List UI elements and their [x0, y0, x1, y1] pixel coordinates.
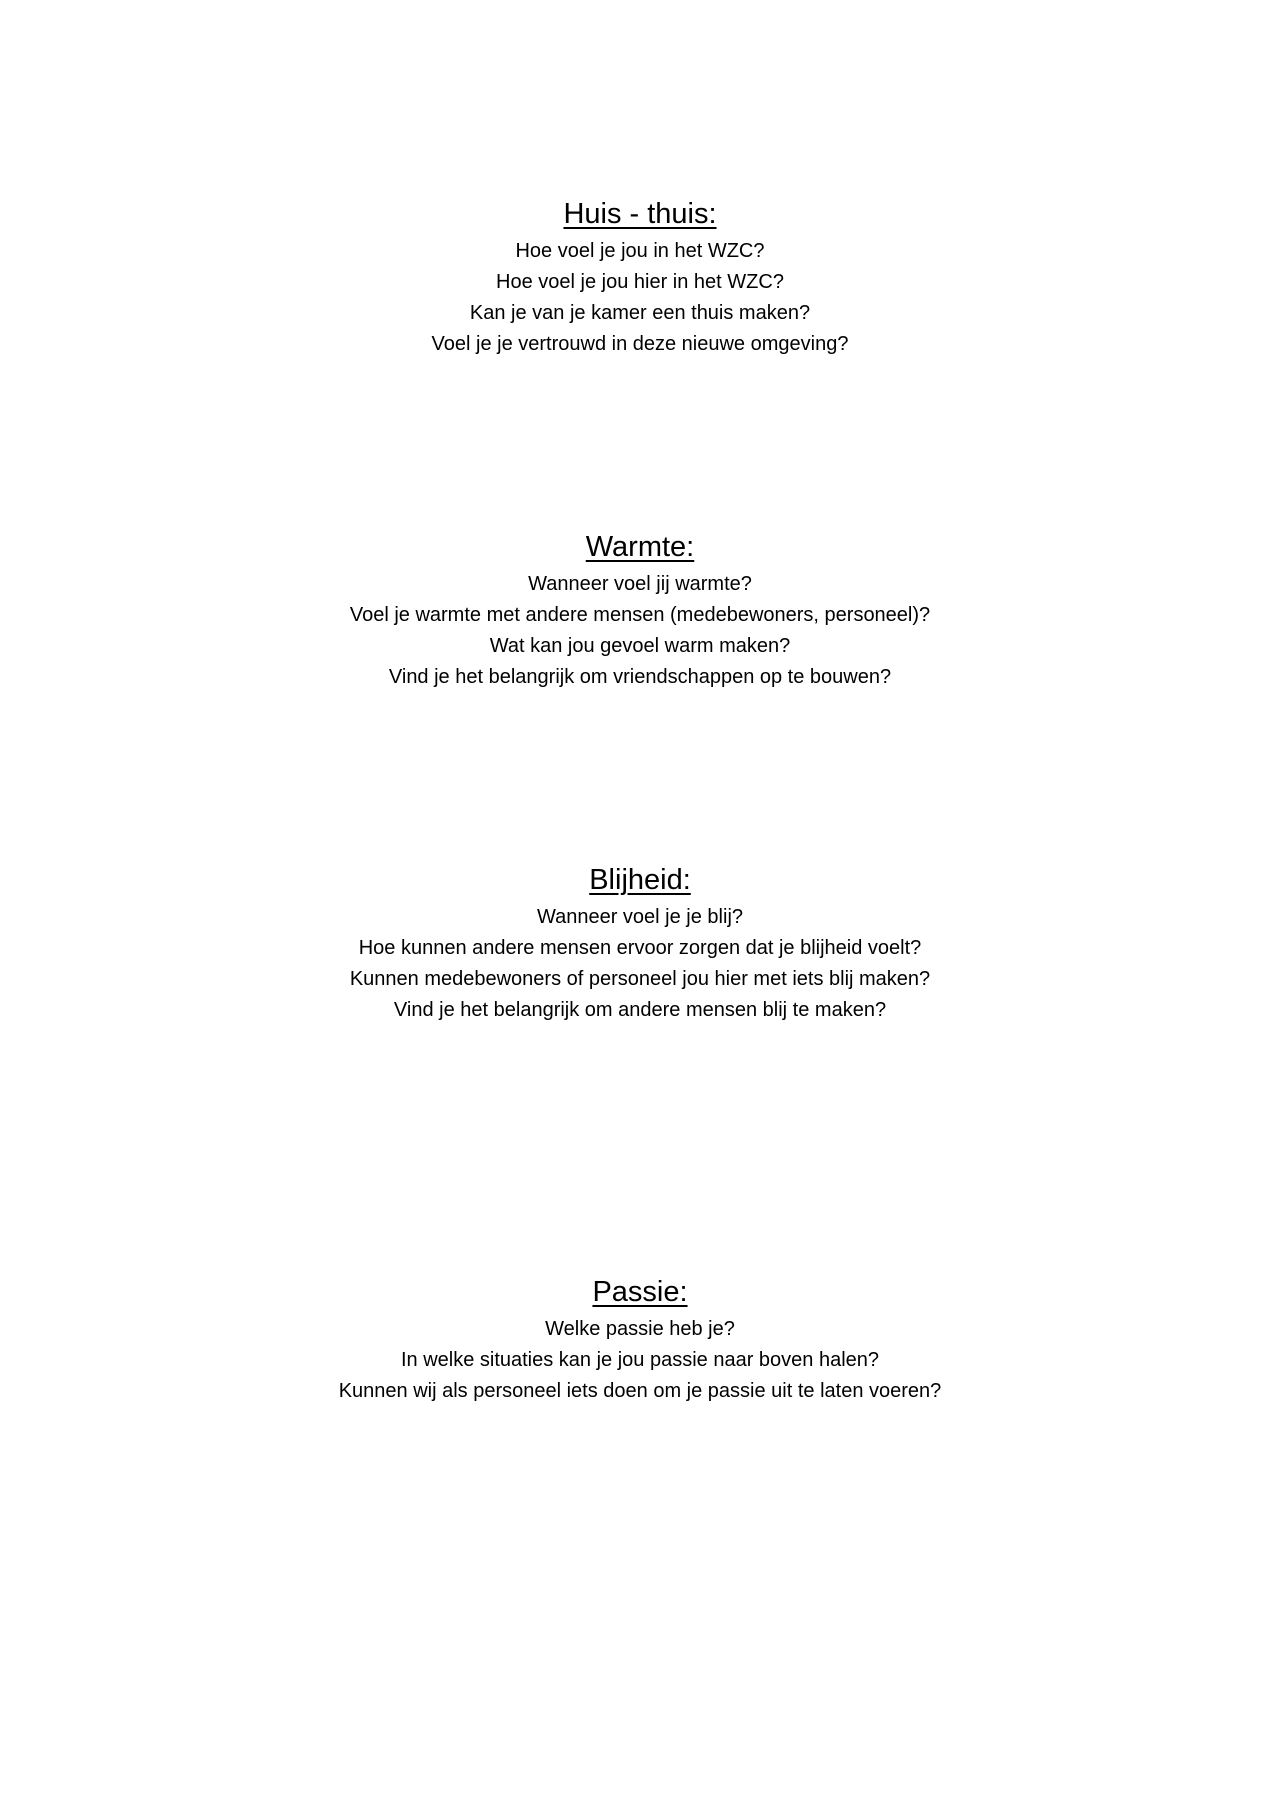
question: Wat kan jou gevoel warm maken?	[489, 635, 791, 657]
question: Kan je van je kamer een thuis maken?	[469, 302, 811, 324]
question: Wanneer voel je je blij?	[536, 906, 744, 928]
question: Voel je je vertrouwd in deze nieuwe omgeving?	[431, 333, 849, 355]
question: Welke passie heb je?	[545, 1318, 735, 1340]
section-heading: Huis - thuis:	[563, 198, 717, 230]
section-warmte	[0, 529, 1280, 693]
section-heading: Warmte:	[585, 531, 695, 563]
section-heading: Passie:	[592, 1276, 688, 1308]
question: Kunnen wij als personeel iets doen om je passie uit te laten voeren?	[338, 1380, 942, 1402]
question: Kunnen medebewoners of personeel jou hier met iets blij maken?	[349, 968, 931, 990]
question: Hoe voel je jou hier in het WZC?	[496, 271, 784, 293]
section-passie	[0, 1274, 1280, 1407]
section-heading: Blijheid:	[589, 864, 691, 896]
question: Wanneer voel jij warmte?	[528, 573, 752, 595]
section-huis-thuis	[0, 196, 1280, 360]
question: Voel je warmte met andere mensen (medebewoners, personeel)?	[349, 604, 931, 626]
question: Vind je het belangrijk om vriendschappen op te bouwen?	[388, 666, 892, 688]
question: In welke situaties kan je jou passie naar boven halen?	[400, 1349, 880, 1371]
question: Vind je het belangrijk om andere mensen blij te maken?	[393, 999, 887, 1021]
question: Hoe kunnen andere mensen ervoor zorgen dat je blijheid voelt?	[358, 937, 922, 959]
question: Hoe voel je jou in het WZC?	[515, 240, 765, 262]
section-blijheid	[0, 862, 1280, 1026]
